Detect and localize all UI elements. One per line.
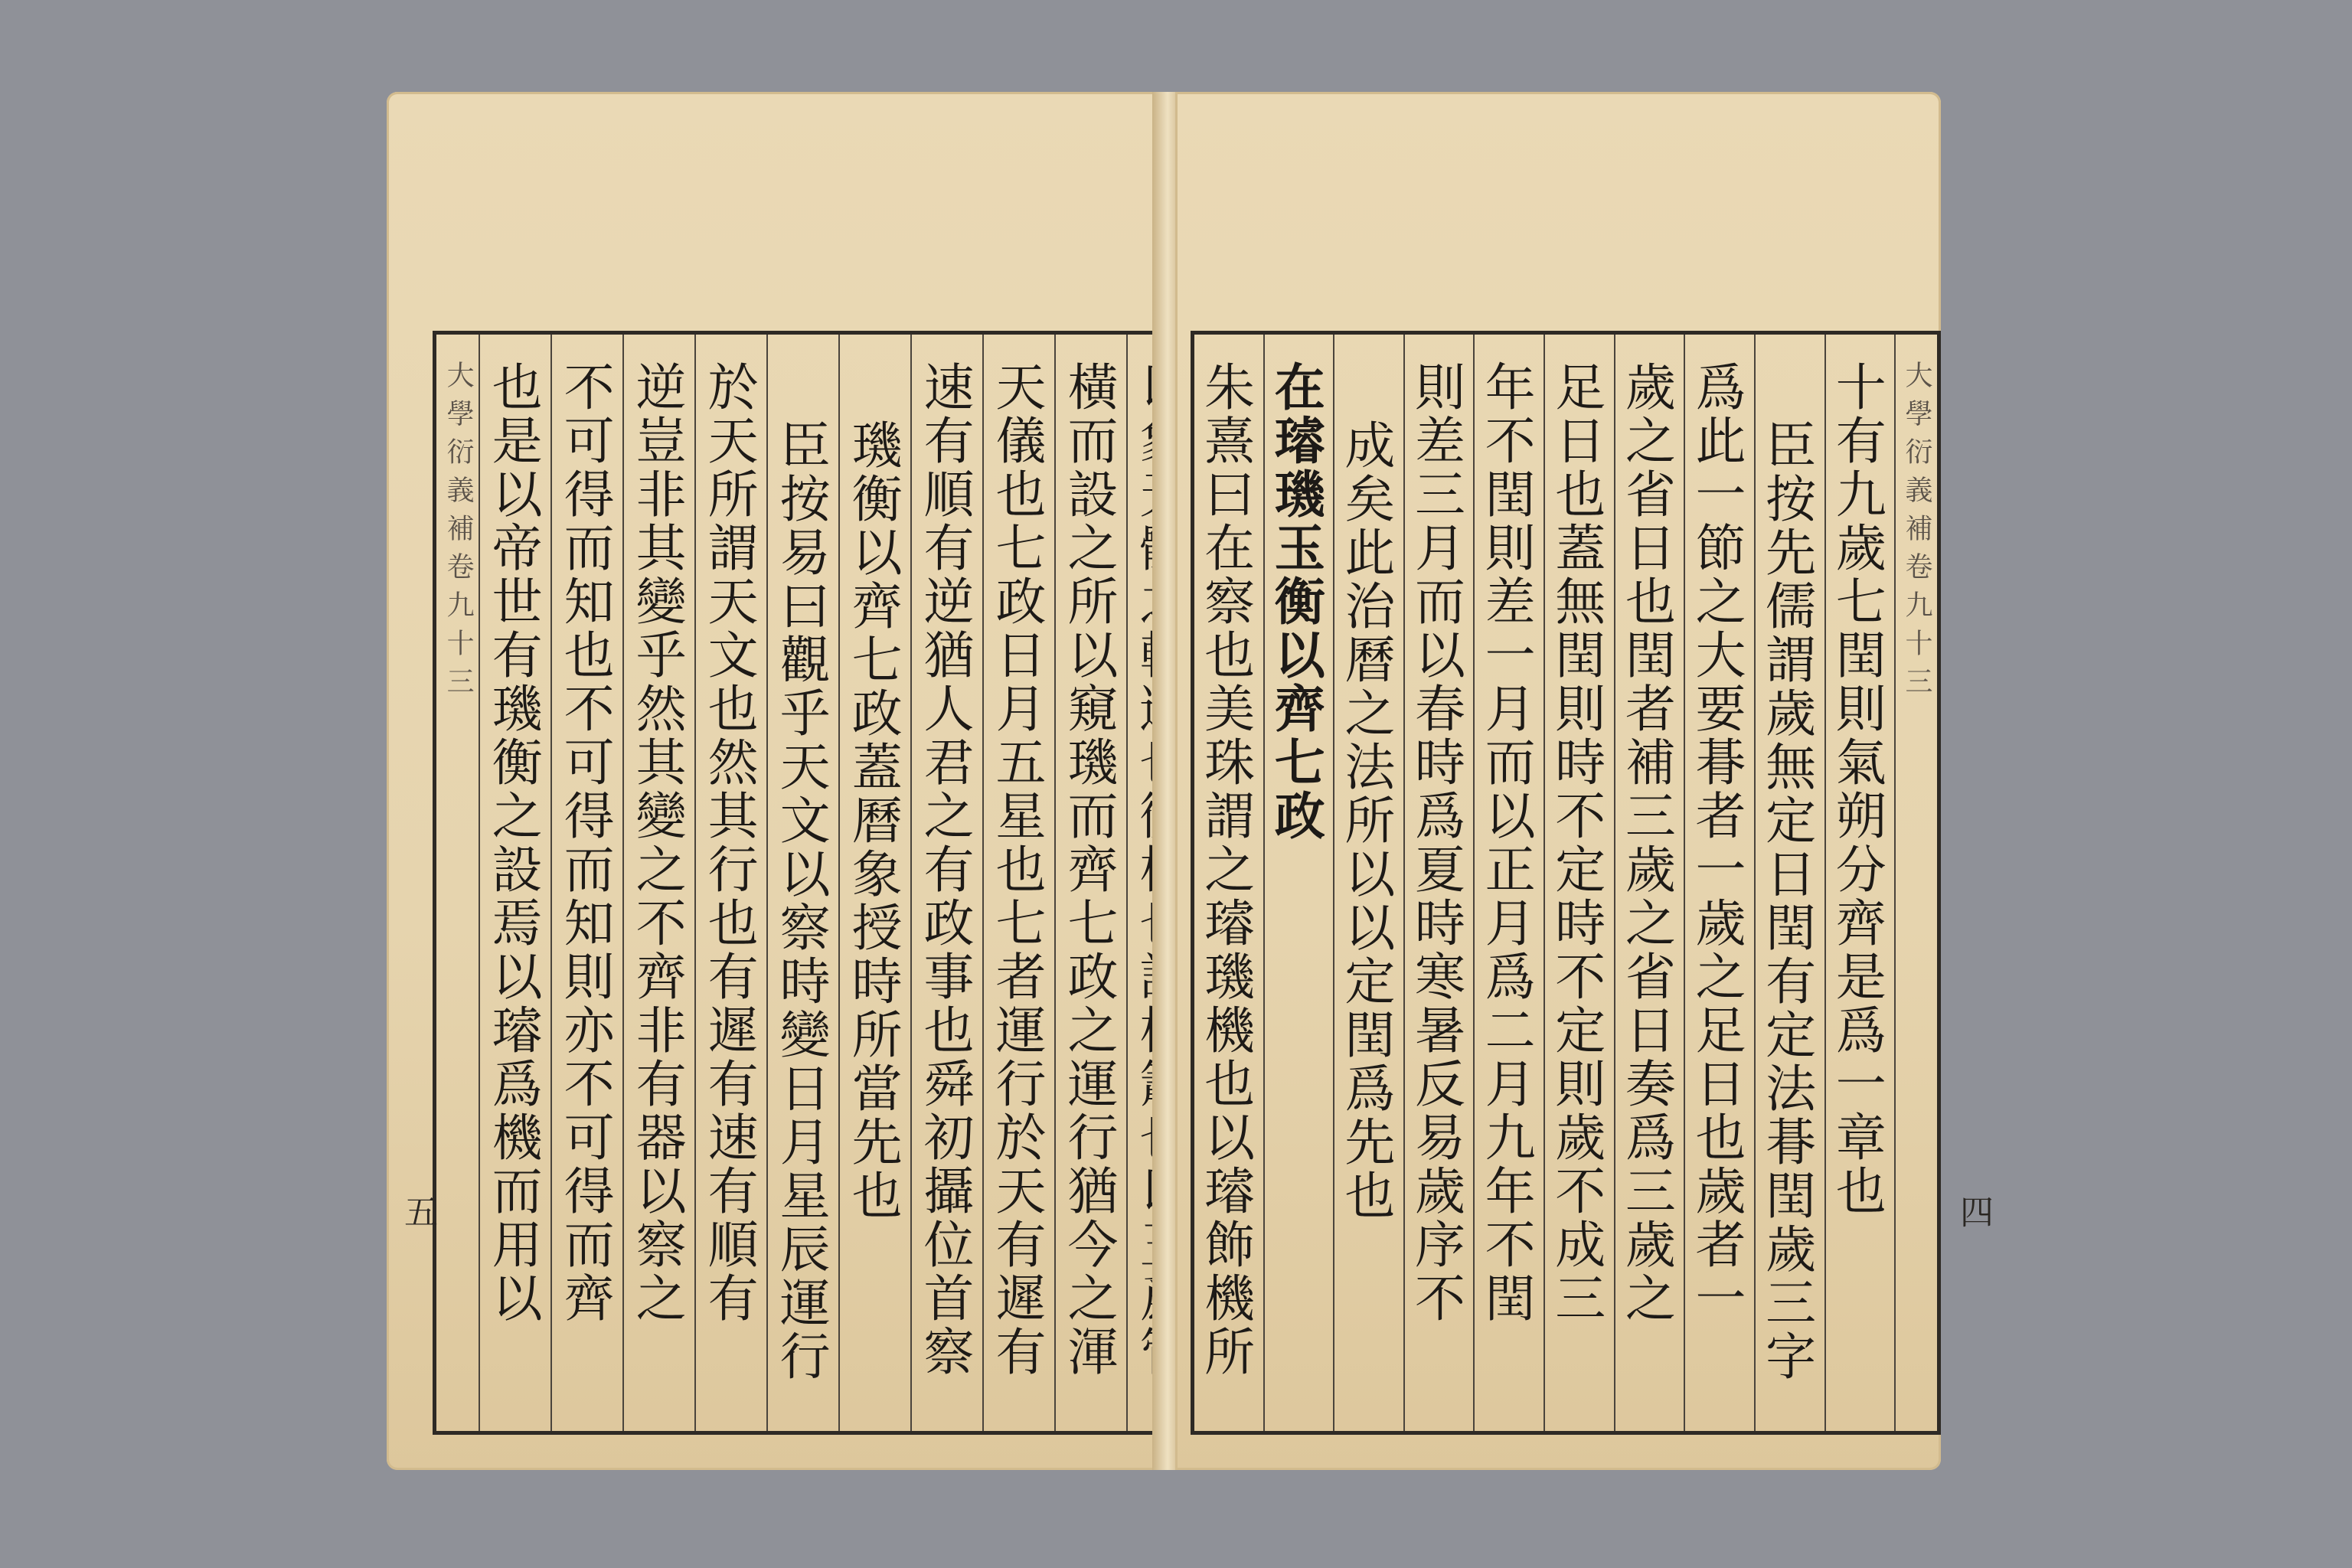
right-col-8: 成矣此治曆之法所以以定閏爲先也	[1333, 335, 1403, 1431]
open-book	[387, 92, 1993, 1470]
right-col-3: 爲此一節之大要朞者一歲之足日也歲者一	[1684, 335, 1754, 1431]
right-margin-title: 大學衍義補卷九十三	[1894, 335, 1937, 1431]
right-text-frame	[1191, 331, 1941, 1435]
left-col-4: 速有順有逆猶人君之有政事也舜初攝位首察	[910, 335, 982, 1431]
right-col-7: 則差三月而以春時爲夏時寒暑反易歲序不	[1403, 335, 1474, 1431]
left-text-frame	[433, 331, 1202, 1435]
left-col-5: 璣衡以齊七政蓋曆象授時所當先也	[838, 335, 910, 1431]
left-col-10: 也是以帝世有璣衡之設焉以璿爲機而用以	[479, 335, 550, 1431]
left-col-9: 不可得而知也不可得而知則亦不可得而齊	[550, 335, 622, 1431]
left-col-2: 橫而設之所以窺璣而齊七政之運行猶今之渾	[1054, 335, 1126, 1431]
right-folio: 四	[1954, 1194, 1993, 1228]
left-columns	[436, 335, 1198, 1431]
left-page	[387, 92, 1160, 1470]
right-col-5: 足日也蓋無閏則時不定時不定則歲不成三	[1544, 335, 1614, 1431]
left-margin-title: 大學衍義補卷九十三	[443, 361, 475, 705]
left-col-8: 逆豈非其變乎然其變之不齊非有器以察之	[622, 335, 694, 1431]
right-col-2: 臣按先儒謂歲無定日閏有定法朞閏歲三字	[1754, 335, 1824, 1431]
right-col-4: 歲之省日也閏者補三歲之省日奏爲三歲之	[1614, 335, 1684, 1431]
right-col-6: 年不閏則差一月而以正月爲二月九年不閏	[1473, 335, 1544, 1431]
left-col-3: 天儀也七政日月五星也七者運行於天有遲有	[982, 335, 1054, 1431]
right-col-9: 在璿璣玉衡以齊七政	[1263, 335, 1334, 1431]
left-col-7: 於天所謂天文也然其行也有遲有速有順有	[694, 335, 766, 1431]
left-folio: 五	[398, 1194, 437, 1228]
right-col-1: 十有九歲七閏則氣朔分齊是爲一章也	[1824, 335, 1895, 1431]
right-col-10: 朱熹曰在察也美珠謂之璿璣機也以璿飾機所	[1195, 361, 1255, 1379]
right-columns	[1194, 335, 1937, 1431]
left-col-6: 臣按易曰觀乎天文以察時變日月星辰運行	[766, 335, 838, 1431]
